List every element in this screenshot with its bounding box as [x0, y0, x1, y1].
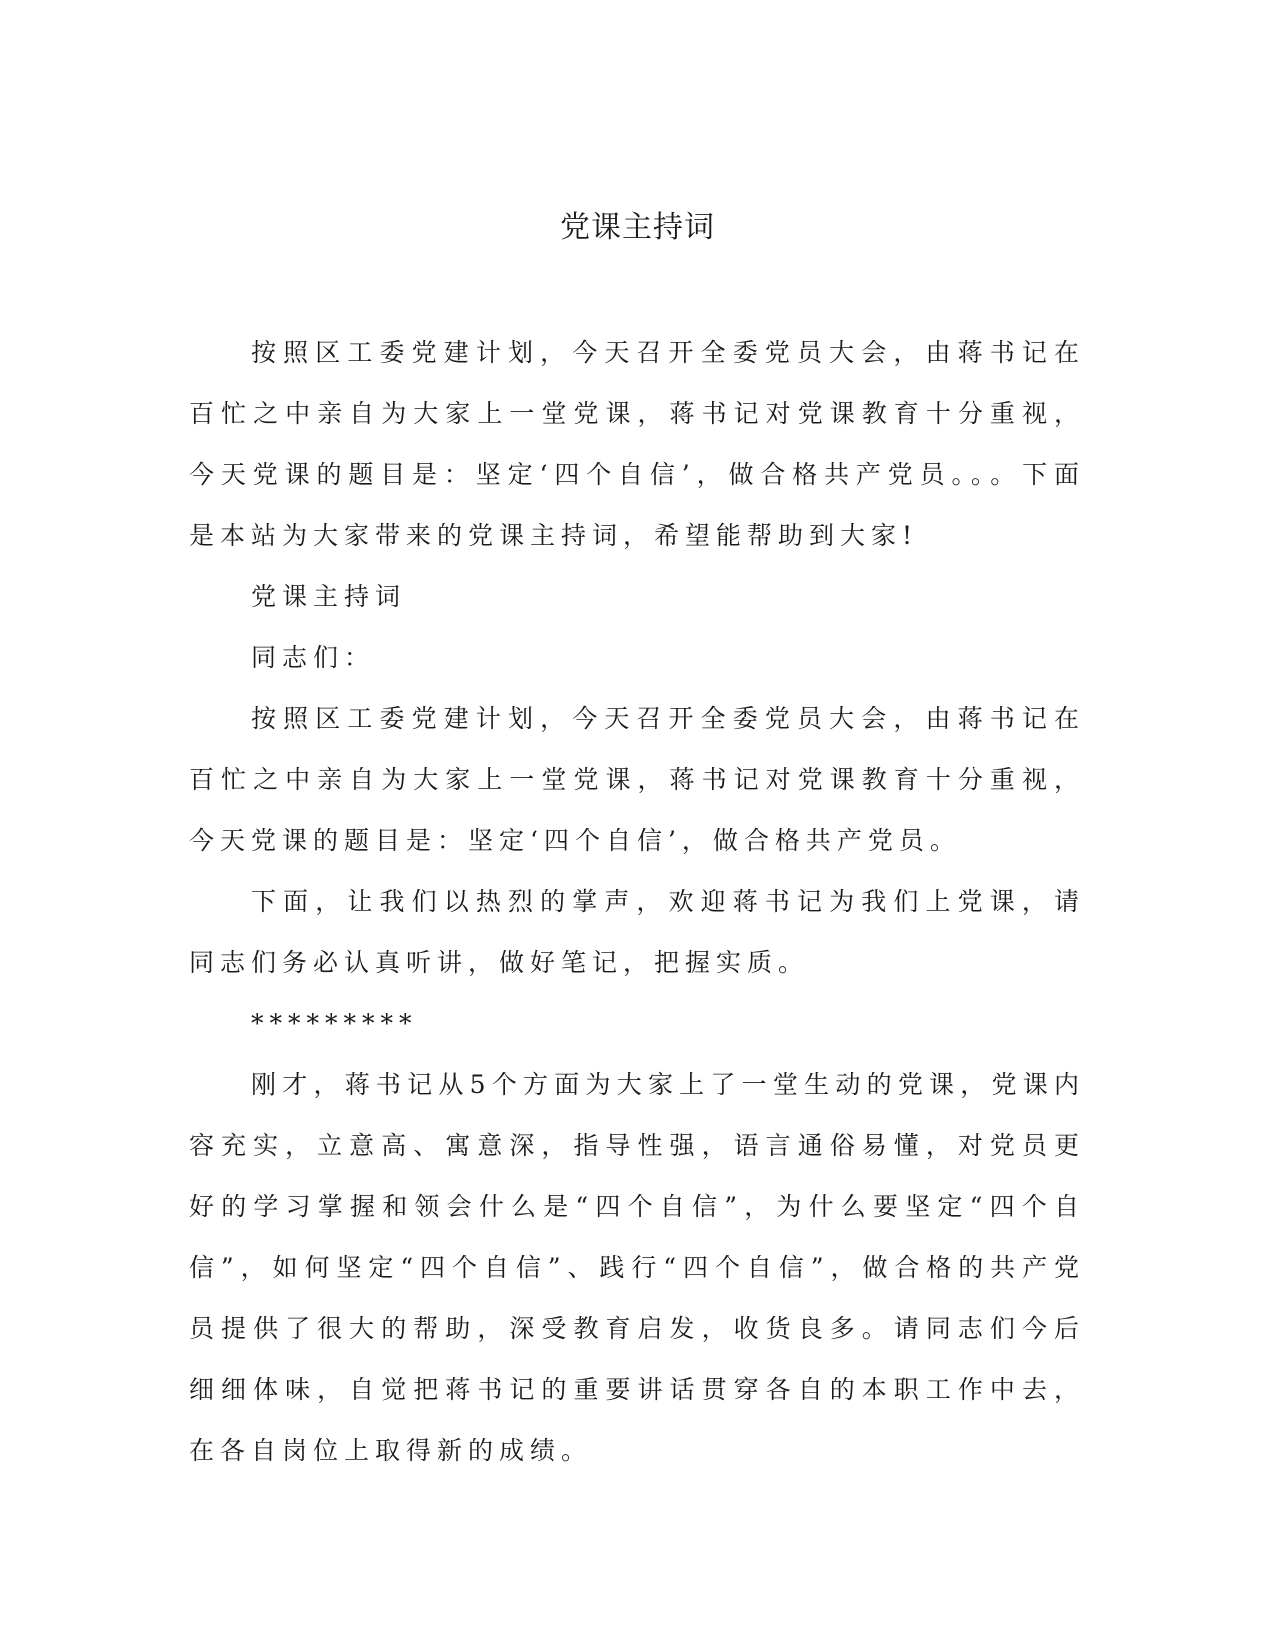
salutation: 同志们： [251, 643, 376, 672]
opening-paragraph: 按照区工委党建计划，今天召开全委党员大会，由蒋书记在百忙之中亲自为大家上一堂党课，蒋书记对党课教育十分重视，今天党课的题目是：坚定‘四个自信’，做合格共产党员。 [189, 704, 1085, 855]
intro-paragraph: 按照区工委党建计划，今天召开全委党员大会，由蒋书记在百忙之中亲自为大家上一堂党课，蒋书记对党课教育十分重视，今天党课的题目是：坚定‘四个自信’，做合格共产党员。。。下面是本站为大家带来的党课主持词，希望能帮助到大家! [189, 338, 1085, 550]
invitation-paragraph: 下面，让我们以热烈的掌声，欢迎蒋书记为我们上党课，请同志们务必认真听讲，做好笔记，把握实质。 [189, 887, 1085, 977]
document-title: 党课主持词 [560, 210, 715, 245]
section-heading: 党课主持词 [251, 582, 407, 611]
separator-line: ********* [251, 1009, 418, 1038]
document-body [189, 322, 1085, 1481]
closing-paragraph: 刚才，蒋书记从5个方面为大家上了一堂生动的党课，党课内容充实，立意高、寓意深，指导性强，语言通俗易懂，对党员更好的学习掌握和领会什么是“四个自信”，为什么要坚定“四个自信”，如何坚定“四个自信”、践行“四个自信”，做合格的共产党员提供了很大的帮助，深受教育启发，收货良多。请同志们今后细细体味，自觉把蒋书记的重要讲话贯穿各自的本职工作中去，在各自岗位上取得新的成绩。 [189, 1070, 1085, 1465]
